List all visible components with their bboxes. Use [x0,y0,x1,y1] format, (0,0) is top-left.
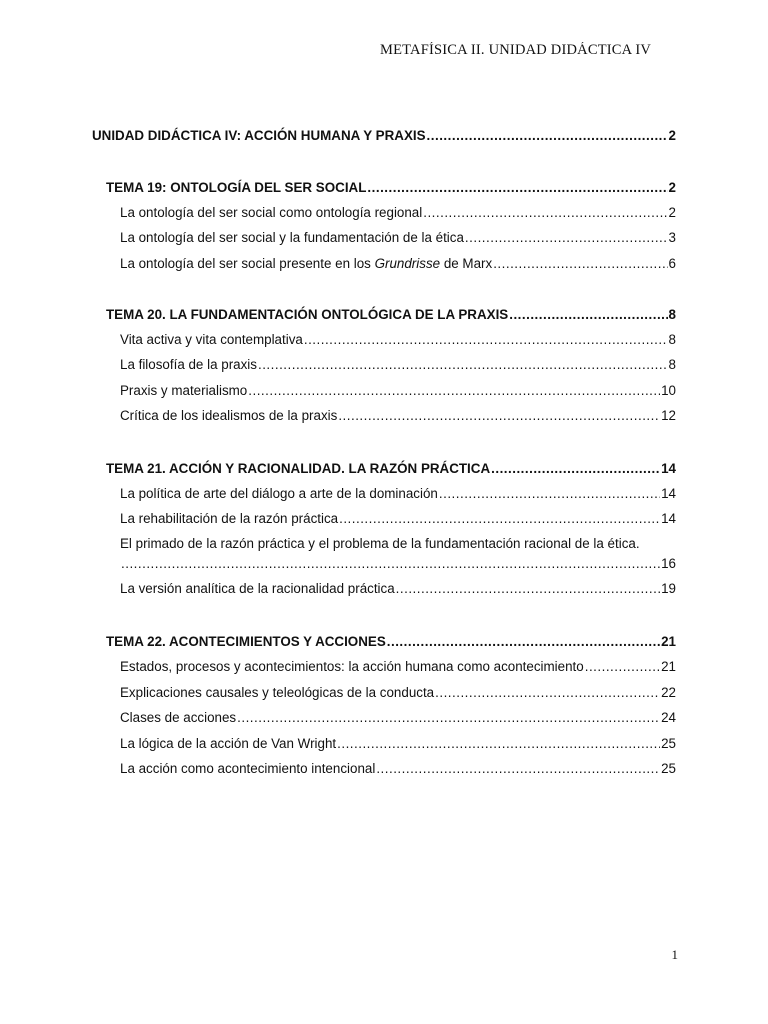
toc-entry-tema22-item[interactable] [120,760,676,778]
toc-entry-page: 14 [661,486,676,501]
dot-leader [338,407,660,425]
toc-entry-title: Explicaciones causales y teleológicas de la conducta [120,685,435,700]
toc-entry-title: La versión analítica de la racionalidad práctica [120,581,395,596]
toc-entry-tema21[interactable] [106,460,676,478]
toc-entry-title: La política de arte del diálogo a arte de la dominación [120,486,438,501]
toc-entry-page: 14 [661,511,676,526]
dot-leader [376,760,660,778]
toc-entry-page: 8 [668,357,676,372]
toc-entry-tema22-item[interactable] [120,684,676,702]
toc-entry-page: 24 [661,710,676,725]
page-number: 1 [671,947,678,962]
toc-entry-tema20[interactable] [106,306,676,324]
dot-leader [121,555,660,573]
dot-leader [509,306,667,324]
dot-leader [423,204,667,222]
toc-entry-tema19-item[interactable] [120,204,676,222]
toc-entry-tema22-item[interactable] [120,709,676,727]
dot-leader [237,709,660,727]
toc-entry-page: 8 [668,307,676,322]
toc-entry-page: 2 [668,180,676,195]
toc-entry-page: 3 [668,230,676,245]
toc-entry-unit[interactable] [92,127,676,145]
dot-leader [465,229,668,247]
toc-entry-title: Crítica de los idealismos de la praxis [120,408,338,423]
toc-entry-tema20-item[interactable] [120,331,676,349]
toc-entry-tema19[interactable] [106,179,676,197]
toc-entry-tema22-item[interactable] [120,735,676,753]
toc-entry-tema19-item[interactable] [120,255,676,273]
dot-leader [339,510,660,528]
toc-entry-tema21-item-wrapped[interactable]: El primado de la razón práctica y el problema de la fundamentación racional de la ética. [120,536,640,551]
toc-entry-page: 25 [661,736,676,751]
toc-entry-tema22-item[interactable] [120,658,676,676]
toc-entry-page: 6 [668,256,676,271]
toc-entry-page: 8 [668,332,676,347]
toc-entry-title: Praxis y materialismo [120,383,248,398]
dot-leader [493,255,667,273]
toc-entry-title: La filosofía de la praxis [120,357,257,372]
toc-entry-page: 14 [661,461,676,476]
toc-entry-title: TEMA 20. LA FUNDAMENTACIÓN ONTOLÓGICA DE LA PRAXIS [106,307,509,322]
toc-entry-title: La ontología del ser social y la fundamentación de la ética [120,230,464,245]
toc-title-part: La ontología del ser social presente en los [120,256,375,271]
toc-entry-title: La acción como acontecimiento intencional [120,761,376,776]
toc-entry-tema21-item-continuation[interactable] [120,555,676,573]
toc-entry-title: TEMA 22. ACONTECIMIENTOS Y ACCIONES [106,634,386,649]
toc-entry-title: TEMA 21. ACCIÓN Y RACIONALIDAD. LA RAZÓN PRÁCTICA [106,461,491,476]
toc-entry-title: TEMA 19: ONTOLOGÍA DEL SER SOCIAL [106,180,367,195]
toc-entry-title [120,255,492,273]
toc-entry-title: UNIDAD DIDÁCTICA IV: ACCIÓN HUMANA Y PRAXIS [92,128,426,143]
toc-entry-page: 12 [661,408,676,423]
toc-entry-title: La lógica de la acción de Van Wright [120,736,337,751]
toc-entry-tema22[interactable] [106,633,676,651]
toc-entry-page: 21 [661,659,676,674]
toc-entry-tema20-item[interactable] [120,407,676,425]
dot-leader [439,485,660,503]
dot-leader [258,356,668,374]
toc-entry-title: Vita activa y vita contemplativa [120,332,303,347]
toc-entry-page: 2 [668,205,676,220]
toc-entry-tema21-item[interactable] [120,580,676,598]
toc-entry-title: La ontología del ser social como ontología regional [120,205,423,220]
toc-entry-page: 10 [661,383,676,398]
dot-leader [337,735,660,753]
toc-entry-tema20-item[interactable] [120,382,676,400]
toc-entry-tema21-item[interactable] [120,510,676,528]
dot-leader [248,382,660,400]
dot-leader [435,684,660,702]
toc-entry-tema19-item[interactable] [120,229,676,247]
dot-leader [491,460,660,478]
dot-leader [304,331,668,349]
toc-entry-page: 2 [668,128,676,143]
toc-entry-page: 21 [661,634,676,649]
toc-entry-title: Clases de acciones [120,710,237,725]
toc-entry-page: 16 [661,556,676,571]
dot-leader [585,658,660,676]
toc-entry-title: La rehabilitación de la razón práctica [120,511,339,526]
running-header: METAFÍSICA II. UNIDAD DIDÁCTICA IV [380,42,652,58]
toc-title-italic: Grundrisse [374,256,441,271]
toc-entry-tema20-item[interactable] [120,356,676,374]
toc-entry-title: Estados, procesos y acontecimientos: la acción humana como acontecimiento [120,659,584,674]
toc-entry-page: 25 [661,761,676,776]
toc-entry-page: 22 [661,685,676,700]
toc-entry-tema21-item[interactable] [120,485,676,503]
dot-leader [427,127,668,145]
dot-leader [387,633,660,651]
toc-title-part: de Marx [440,256,493,271]
dot-leader [396,580,660,598]
toc-entry-page: 19 [661,581,676,596]
dot-leader [367,179,667,197]
